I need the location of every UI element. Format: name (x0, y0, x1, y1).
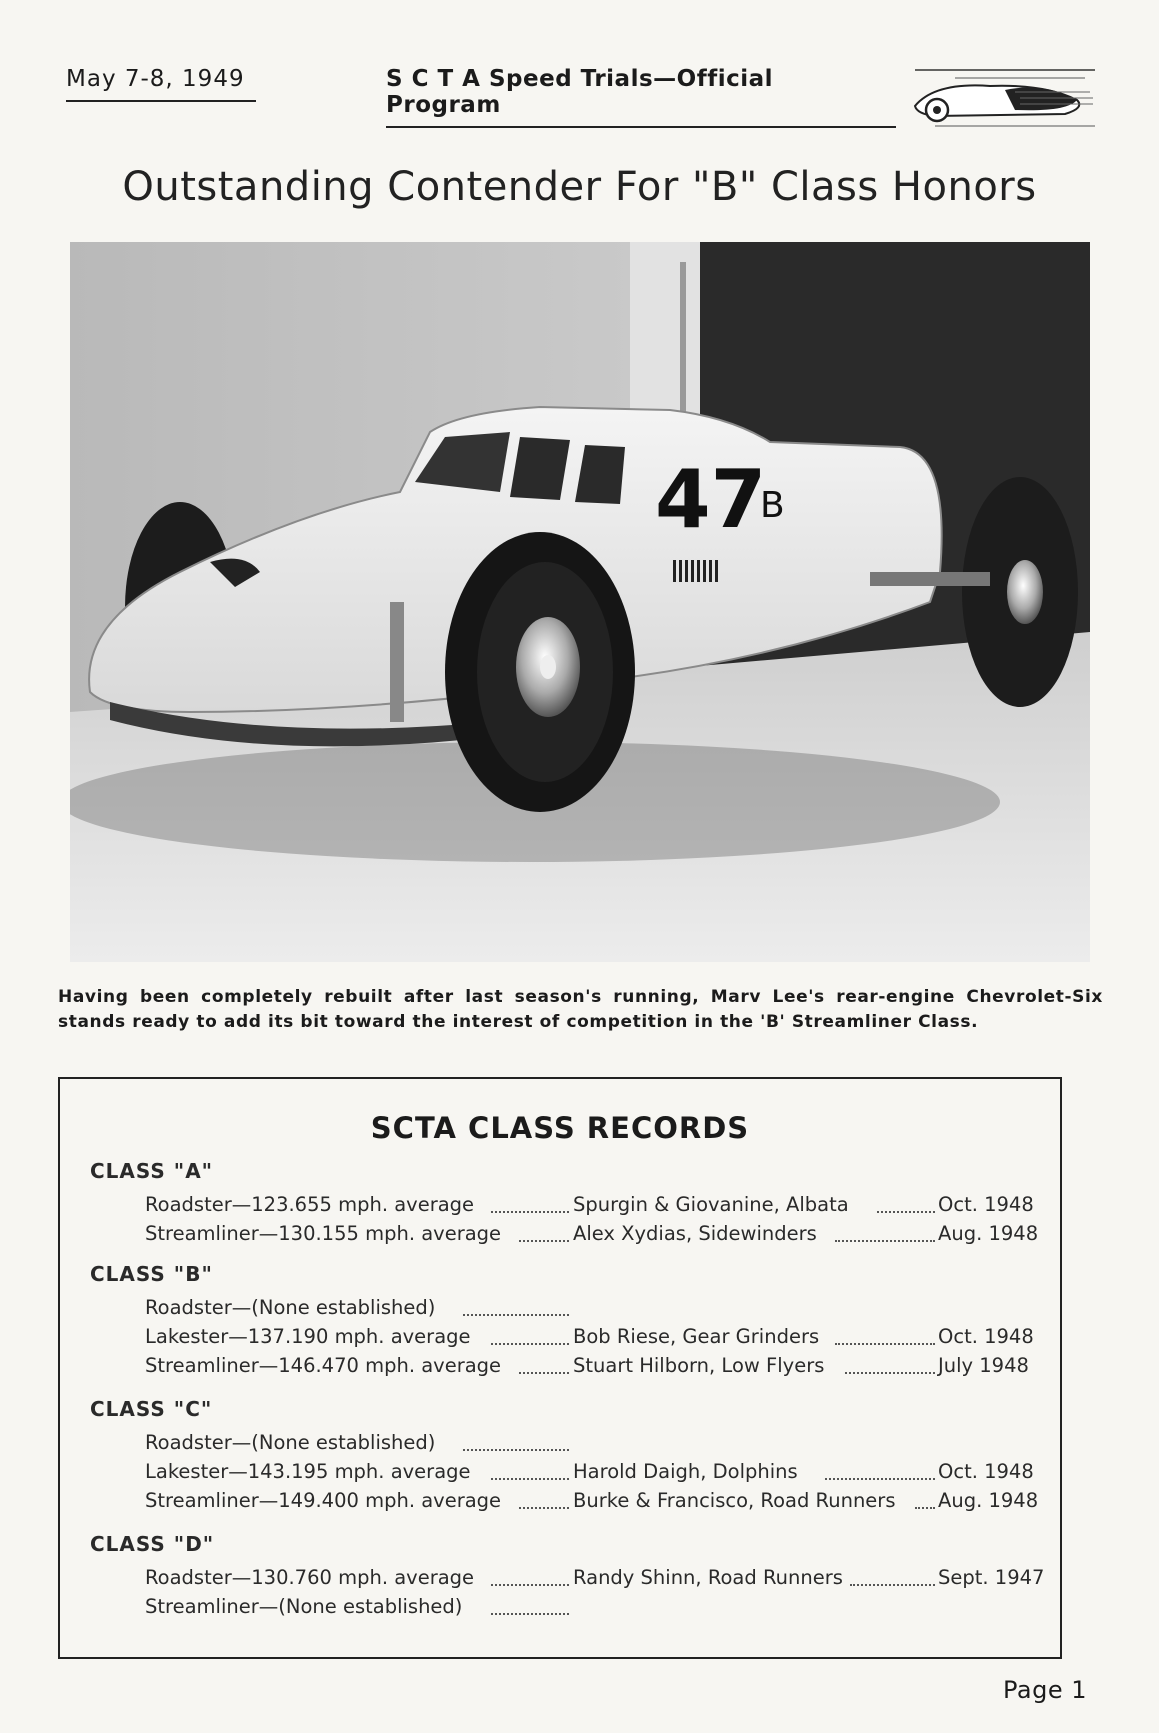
record-holder: Harold Daigh, Dolphins (573, 1460, 798, 1483)
header-program-title: S C T A Speed Trials—Official Program (386, 66, 896, 128)
record-row (145, 1460, 1040, 1488)
leader-dots (835, 1343, 935, 1345)
page-title: Outstanding Contender For "B" Class Honors (122, 164, 1037, 210)
record-row (145, 1566, 1045, 1594)
record-date: Aug. 1948 (938, 1222, 1039, 1245)
leader-dots (835, 1240, 935, 1242)
record-performance: Roadster—(None established) (145, 1296, 436, 1319)
record-row (145, 1595, 1040, 1623)
leader-dots (850, 1584, 935, 1586)
record-date: Oct. 1948 (938, 1193, 1034, 1216)
record-row (145, 1489, 1040, 1517)
leader-dots (463, 1449, 569, 1451)
record-row (145, 1354, 1040, 1382)
leader-dots (491, 1211, 569, 1213)
photo-caption: Having been completely rebuilt after last season's running, Marv Lee's rear-engine Chevrolet-Six stands ready to add its bit toward the interest of competition in the 'B' Streamliner Class. (58, 987, 1103, 1032)
svg-text:B: B (760, 485, 785, 526)
header-date: May 7-8, 1949 (66, 66, 256, 102)
record-holder: Randy Shinn, Road Runners (573, 1566, 843, 1589)
record-date: Oct. 1948 (938, 1460, 1034, 1483)
record-holder: Spurgin & Giovanine, Albata (573, 1193, 849, 1216)
records-title: SCTA CLASS RECORDS (370, 1111, 750, 1145)
leader-dots (491, 1613, 569, 1615)
record-date: Sept. 1947 (938, 1566, 1045, 1589)
record-performance: Streamliner—130.155 mph. average (145, 1222, 502, 1245)
streamliner-car-logo-icon (895, 64, 1095, 134)
record-holder: Alex Xydias, Sidewinders (573, 1222, 817, 1245)
record-performance: Lakester—137.190 mph. average (145, 1325, 471, 1348)
leader-dots (915, 1507, 935, 1509)
leader-dots (825, 1478, 935, 1480)
record-date: July 1948 (938, 1354, 1029, 1377)
leader-dots (519, 1240, 569, 1242)
class-heading-a: CLASS "A" (90, 1159, 214, 1183)
record-performance: Streamliner—(None established) (145, 1595, 463, 1618)
record-performance: Roadster—(None established) (145, 1431, 436, 1454)
record-date: Oct. 1948 (938, 1325, 1034, 1348)
class-heading-b: CLASS "B" (90, 1262, 213, 1286)
leader-dots (519, 1372, 569, 1374)
record-holder: Burke & Francisco, Road Runners (573, 1489, 896, 1512)
class-heading-d: CLASS "D" (90, 1532, 215, 1556)
record-row (145, 1325, 1040, 1353)
svg-text:47: 47 (655, 453, 767, 546)
record-performance: Roadster—123.655 mph. average (145, 1193, 475, 1216)
record-row (145, 1222, 1040, 1250)
leader-dots (491, 1478, 569, 1480)
record-row (145, 1431, 1040, 1459)
class-heading-c: CLASS "C" (90, 1397, 213, 1421)
class-records-box (58, 1077, 1062, 1659)
leader-dots (463, 1314, 569, 1316)
record-performance: Roadster—130.760 mph. average (145, 1566, 475, 1589)
record-date: Aug. 1948 (938, 1489, 1039, 1512)
page-number: Page 1 (1003, 1676, 1087, 1704)
leader-dots (519, 1507, 569, 1509)
record-row (145, 1193, 1040, 1221)
leader-dots (491, 1584, 569, 1586)
record-performance: Streamliner—146.470 mph. average (145, 1354, 502, 1377)
leader-dots (491, 1343, 569, 1345)
leader-dots (877, 1211, 935, 1213)
record-holder: Stuart Hilborn, Low Flyers (573, 1354, 825, 1377)
race-car-photo (70, 242, 1090, 962)
leader-dots (845, 1372, 935, 1374)
record-performance: Streamliner—149.400 mph. average (145, 1489, 502, 1512)
record-performance: Lakester—143.195 mph. average (145, 1460, 471, 1483)
record-row (145, 1296, 1040, 1324)
record-holder: Bob Riese, Gear Grinders (573, 1325, 820, 1348)
